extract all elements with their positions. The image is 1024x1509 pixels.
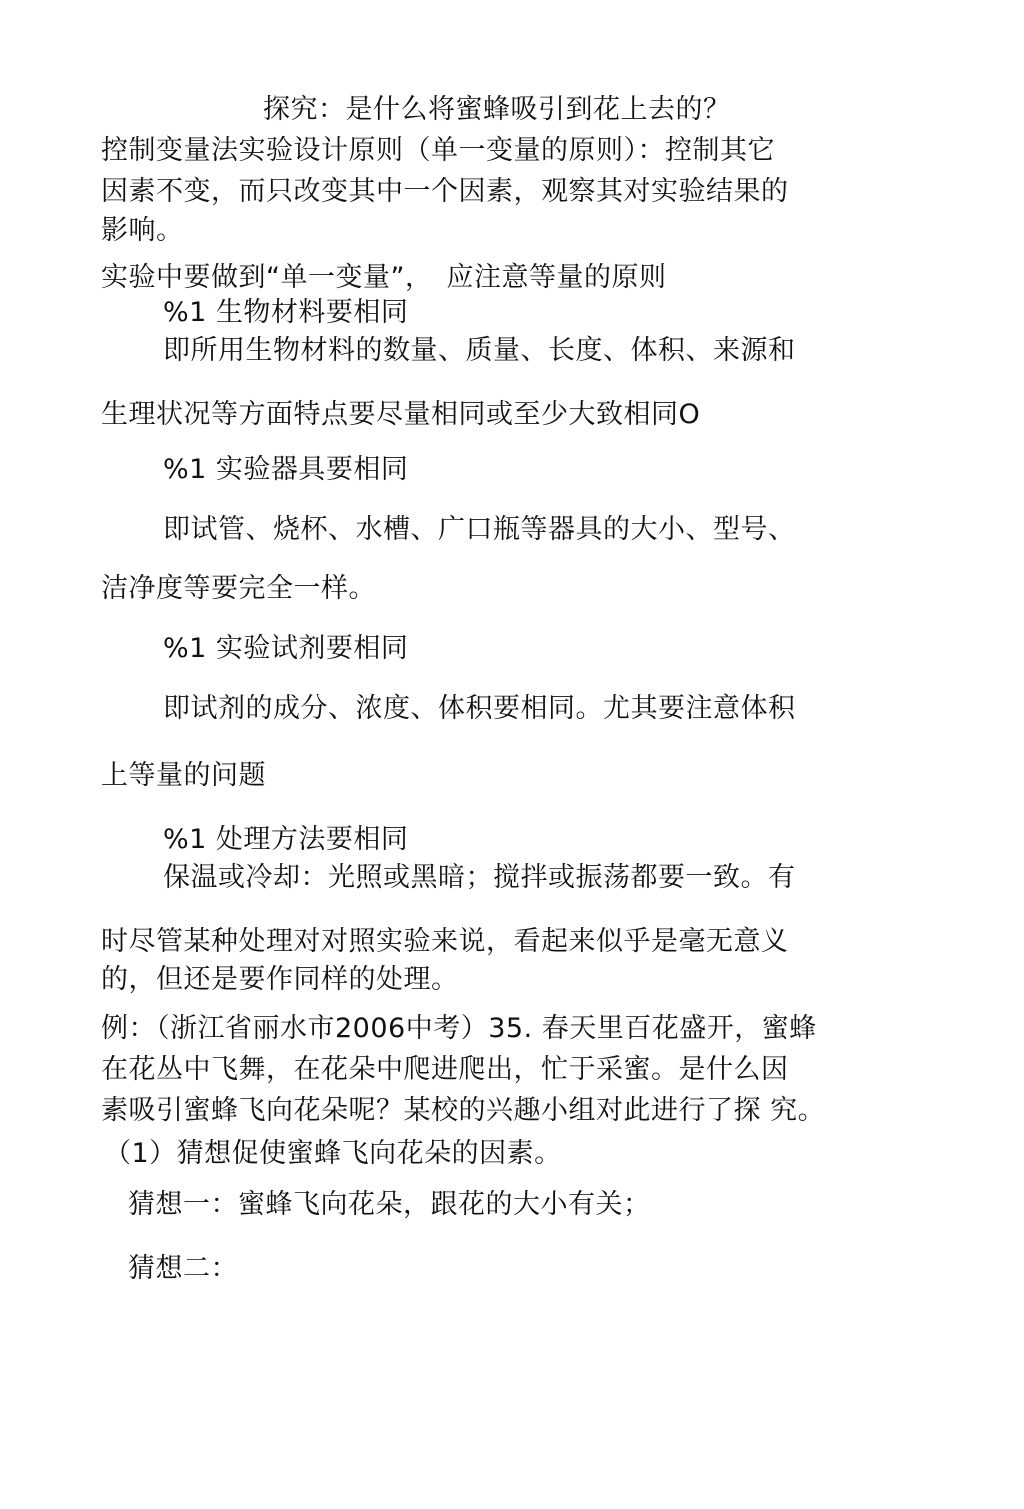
guess-two: 猜想二：: [128, 1253, 238, 1284]
question-line-1: （1）猜想促使蜜蜂飞向花朵的因素。: [104, 1138, 562, 1169]
item2-body-line-2: 洁净度等要完全一样。: [101, 573, 376, 604]
guess-one: 猜想一：蜜蜂飞向花朵，跟花的大小有关；: [128, 1189, 651, 1220]
item3-heading: %1 实验试剂要相同: [163, 633, 409, 664]
item1-body-line-1: 即所用生物材料的数量、质量、长度、体积、来源和: [163, 335, 796, 366]
item2-heading: %1 实验器具要相同: [163, 454, 409, 485]
single-variable-line: 实验中要做到“单一变量”， 应注意等量的原则: [101, 262, 667, 293]
principle-line-1: 控制变量法实验设计原则（单一变量的原则）：控制其它: [101, 135, 775, 166]
item1-body-line-2: 生理状况等方面特点要尽量相同或至少大致相同O: [101, 399, 701, 430]
item4-heading: %1 处理方法要相同: [163, 824, 409, 855]
item1-heading: %1 生物材料要相同: [163, 297, 409, 328]
item3-body-line-2: 上等量的问题: [101, 760, 266, 791]
item2-body-line-1: 即试管、烧杯、水槽、广口瓶等器具的大小、型号、: [163, 514, 796, 545]
example-line-2: 在花丛中飞舞，在花朵中爬进爬出，忙于采蜜。是什么因: [101, 1054, 789, 1085]
principle-line-2: 因素不变，而只改变其中一个因素，观察其对实验结果的: [101, 176, 789, 207]
item4-body-line-3: 的，但还是要作同样的处理。: [101, 964, 459, 995]
example-line-1: 例：（浙江省丽水市2006中考）35. 春天里百花盛开，蜜蜂: [101, 1013, 817, 1044]
item4-body-line-1: 保温或冷却：光照或黑暗；搅拌或振荡都要一致。有: [163, 862, 796, 893]
example-line-3: 素吸引蜜蜂飞向花朵呢？某校的兴趣小组对此进行了探 究。: [101, 1095, 826, 1126]
item3-body-line-1: 即试剂的成分、浓度、体积要相同。尤其要注意体积: [163, 693, 796, 724]
principle-line-3: 影响。: [101, 215, 184, 246]
item4-body-line-2: 时尽管某种处理对对照实验来说，看起来似乎是毫无意义: [101, 926, 789, 957]
page-title: 探究：是什么将蜜蜂吸引到花上去的？: [263, 94, 731, 125]
